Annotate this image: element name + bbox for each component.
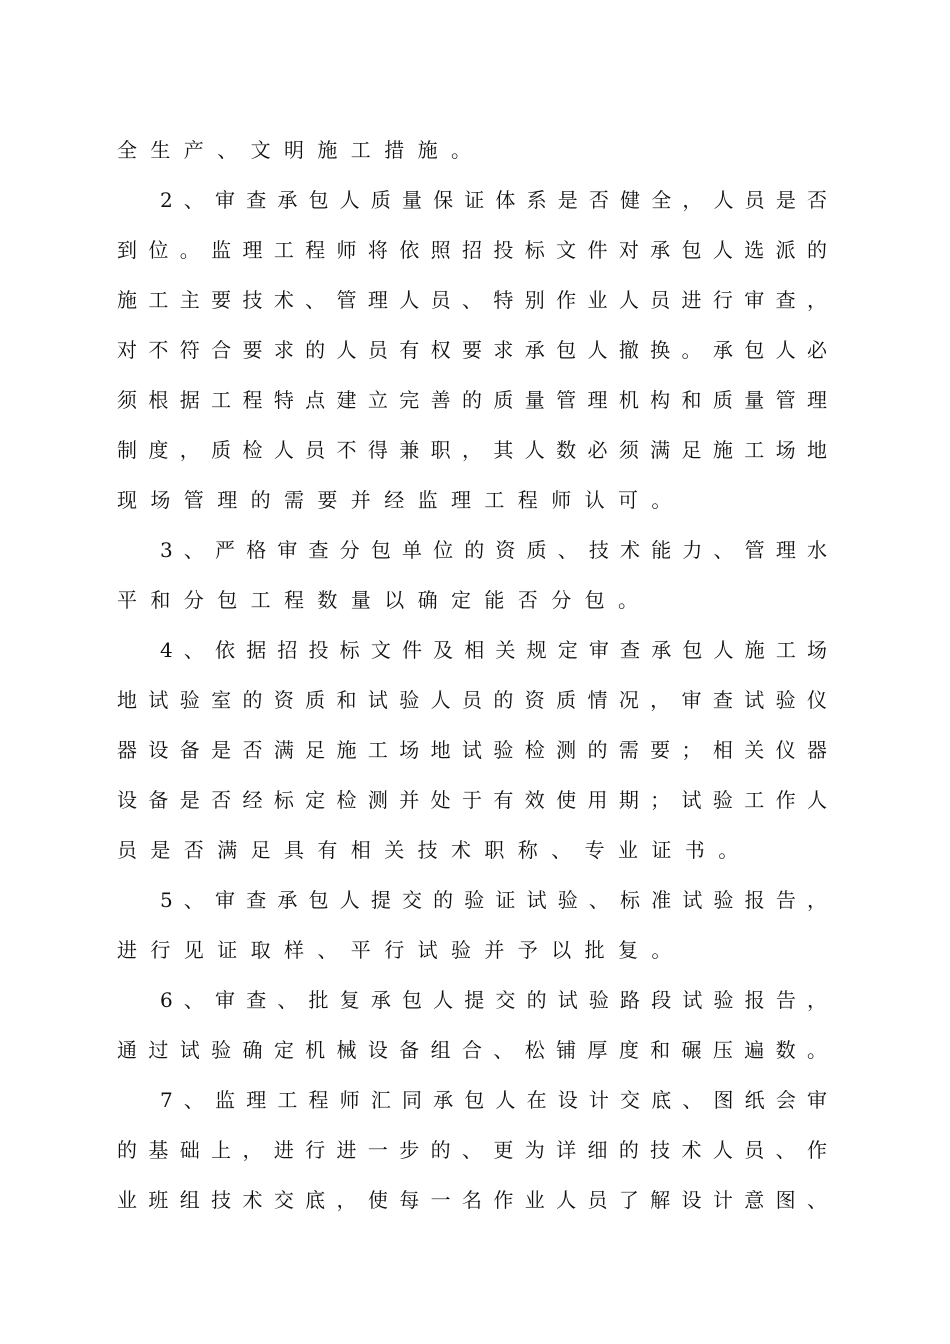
paragraph-5-first-line: 5、审查承包人提交的验证试验、标准试验报告， (160, 888, 827, 912)
text-line: 制度，质检人员不得兼职，其人数必须满足施工场地 (117, 438, 827, 462)
text-line: 地试验室的资质和试验人员的资质情况，审查试验仪 (117, 688, 827, 712)
paragraph-3-first-line: 3、严格审查分包单位的资质、技术能力、管理水 (160, 538, 827, 562)
text-line: 须根据工程特点建立完善的质量管理机构和质量管理 (117, 388, 827, 412)
text-line: 设备是否经标定检测并处于有效使用期；试验工作人 (117, 788, 827, 812)
text-line: 对不符合要求的人员有权要求承包人撤换。承包人必 (117, 338, 827, 362)
text-line: 全生产、文明施工措施。 (117, 138, 485, 162)
paragraph-4-first-line: 4、依据招投标文件及相关规定审查承包人施工场 (160, 638, 827, 662)
text-line: 通过试验确定机械设备组合、松铺厚度和碾压遍数。 (117, 1038, 827, 1062)
paragraph-6-first-line: 6、审查、批复承包人提交的试验路段试验报告， (160, 988, 827, 1012)
text-line: 进行见证取样、平行试验并予以批复。 (117, 938, 685, 962)
text-line: 施工主要技术、管理人员、特别作业人员进行审查， (117, 288, 827, 312)
text-line: 平和分包工程数量以确定能否分包。 (117, 588, 652, 612)
text-line: 的基础上，进行进一步的、更为详细的技术人员、作 (117, 1138, 827, 1162)
paragraph-7-first-line: 7、监理工程师汇同承包人在设计交底、图纸会审 (160, 1088, 827, 1112)
text-line: 到位。监理工程师将依照招投标文件对承包人选派的 (117, 238, 827, 262)
text-line: 业班组技术交底，使每一名作业人员了解设计意图、 (117, 1188, 827, 1212)
text-line: 现场管理的需要并经监理工程师认可。 (117, 488, 685, 512)
paragraph-2-first-line: 2、审查承包人质量保证体系是否健全，人员是否 (160, 188, 827, 212)
text-line: 器设备是否满足施工场地试验检测的需要；相关仪器 (117, 738, 827, 762)
text-line: 员是否满足具有相关技术职称、专业证书。 (117, 838, 752, 862)
